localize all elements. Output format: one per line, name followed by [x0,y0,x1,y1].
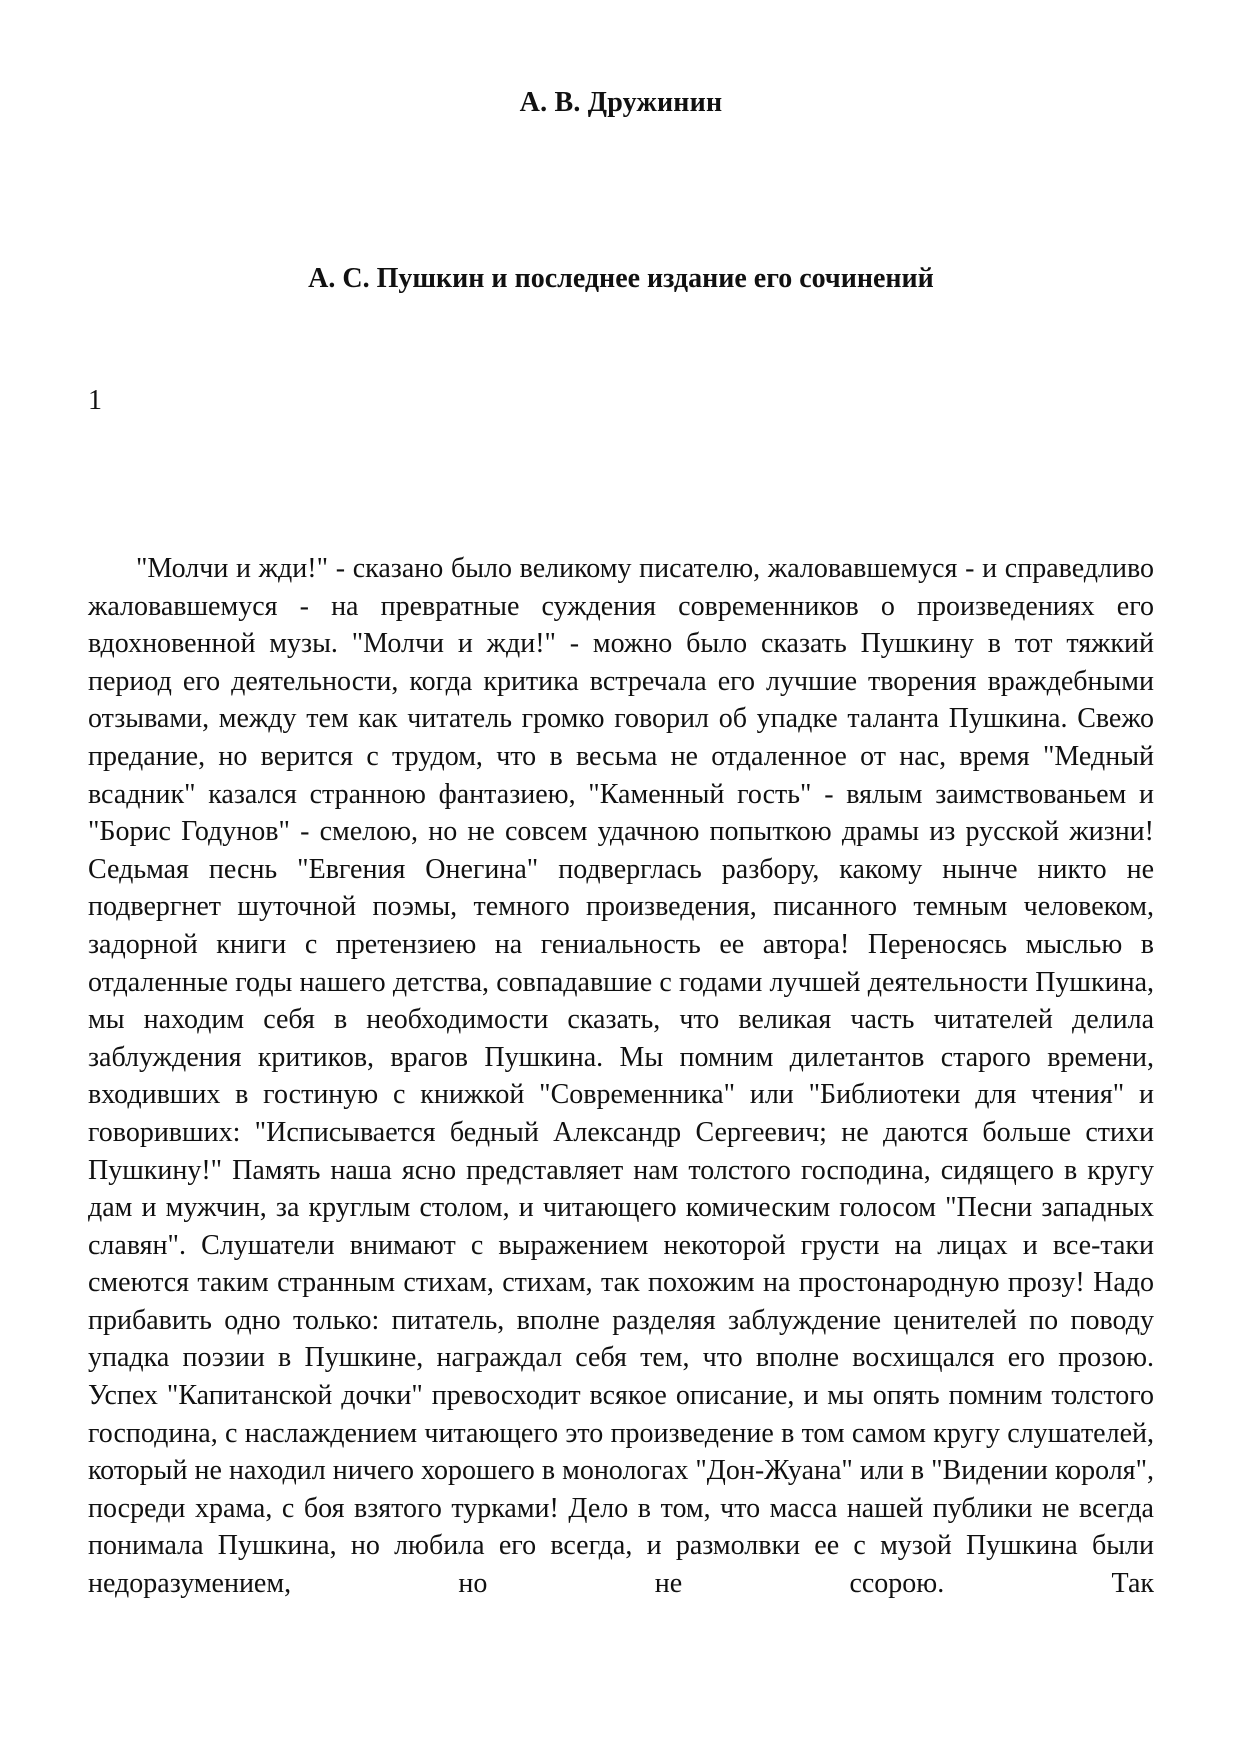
chapter-number: 1 [88,385,102,416]
body-paragraph: "Молчи и жди!" - сказано было великому писателю, жаловавшемуся - и справедливо жаловавшемуся - на превратные суждения современников о произведениях его вдохновенной музы. "Молчи и жди!" - можно было сказать Пушкину в тот тяжкий период его деятельности, когда критика встречала его лучшие творения враждебными отзывами, между тем как читатель громко говорил об упадке таланта Пушкина. Свежо предание, но верится с трудом, что в весьма не отдаленное от нас, время "Медный всадник" казался странною фантазиею, "Каменный гость" - вялым заимствованьем и "Борис Годунов" - смелою, но не совсем удачною попыткою драмы из русской жизни! Седьмая песнь "Евгения Онегина" подверглась разбору, какому нынче никто не подвергнет шуточной поэмы, темного произведения, писанного темным человеком, задорной книги с претензиею на гениальность ее автора! Переносясь мыслью в отдаленные годы нашего детства, совпадавшие с годами лучшей деятельности Пушкина, мы находим себя в необходимости сказать, что великая часть читателей делила заблуждения критиков, врагов Пушкина. Мы помним дилетантов старого времени, входивших в гостиную с книжкой "Современника" или "Библиотеки для чтения" и говоривших: "Исписывается бедный Александр Сергеевич; не даются больше стихи Пушкину!" Память наша ясно представляет нам толстого господина, сидящего в кругу дам и мужчин, за круглым столом, и читающего комическим голосом "Песни западных славян". Слушатели внимают с выражением некоторой грусти на лицах и все-таки смеются таким странным стихам, стихам, так похожим на простонародную прозу! Надо прибавить одно только: питатель, вполне разделяя заблуждение ценителей по поводу упадка поэзии в Пушкине, награждал себя тем, что вполне восхищался его прозою. Успех "Капитанской дочки" превосходит всякое описание, и мы опять помним толстого господина, с наслаждением читающего это произведение в том самом кругу слушателей, который не находил ничего хорошего в монологах "Дон-Жуана" или в "Видении короля", посреди храма, с боя взятого турками! Дело в том, что масса нашей публики не всегда понимала Пушкина, но любила его всегда, и размолвки ее с музой Пушкина были недоразумением, но не ссорою. Так [88,553,1154,1600]
document-title: А. С. Пушкин и последнее издание его сочинений [308,263,934,294]
author-name: А. В. Дружинин [519,87,723,118]
